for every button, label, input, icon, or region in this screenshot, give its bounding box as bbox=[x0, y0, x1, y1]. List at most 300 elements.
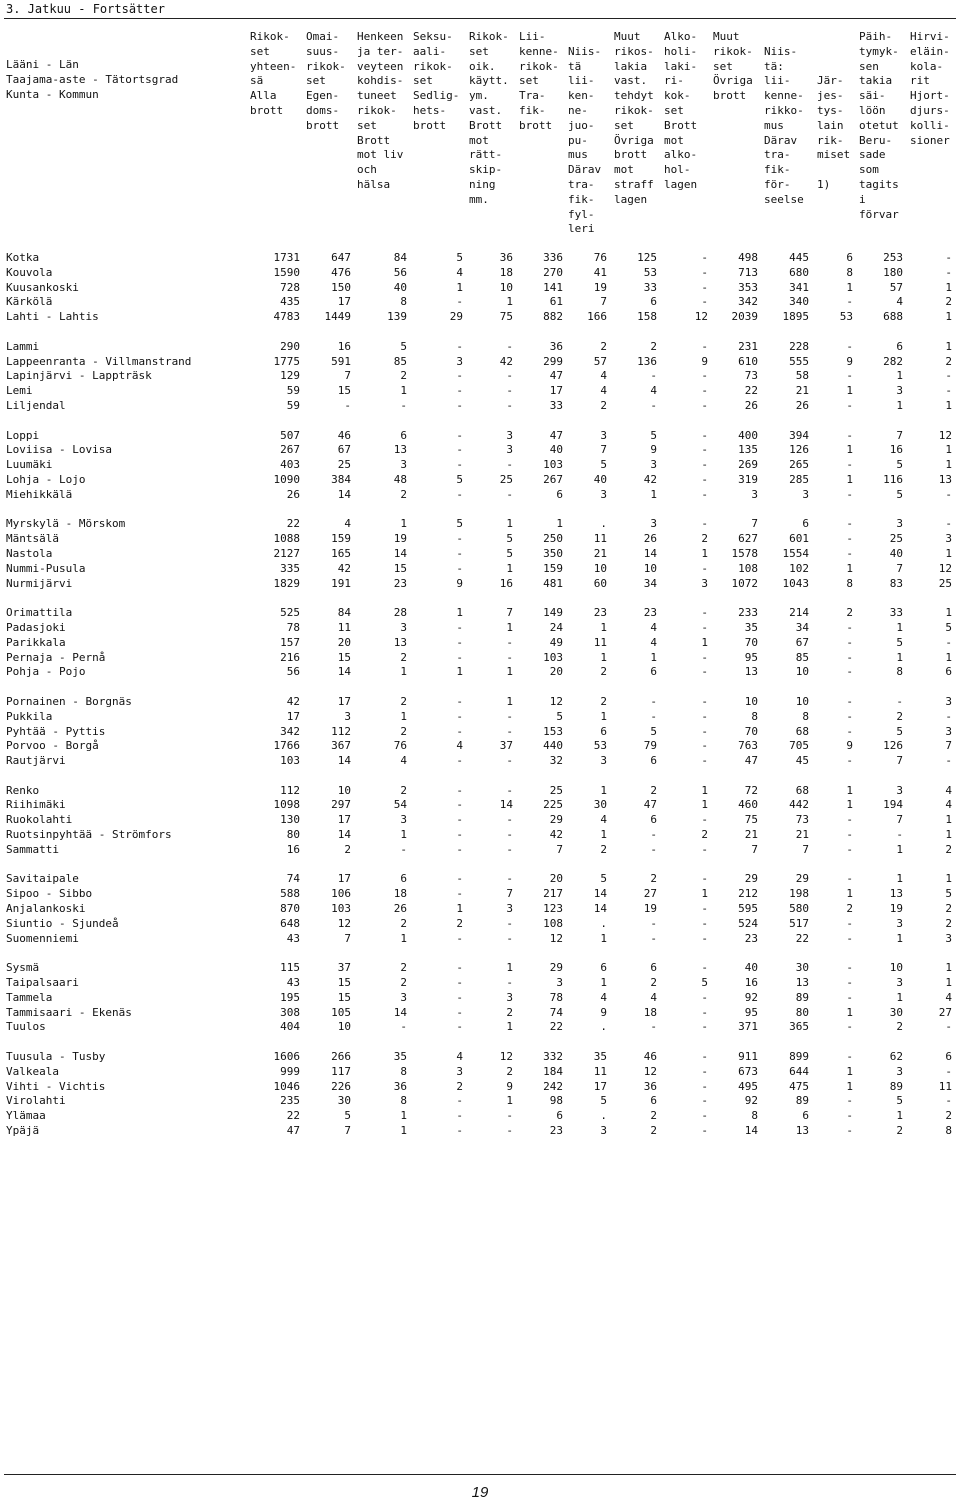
column-header-line: takia bbox=[859, 74, 893, 88]
table-cell: 1 bbox=[506, 561, 513, 575]
table-cell: 84 bbox=[337, 606, 351, 620]
column-header-line: för- bbox=[764, 177, 791, 191]
row-header-line: Taajama-aste - Tätortsgrad bbox=[6, 72, 179, 86]
table-cell: 5 bbox=[600, 458, 607, 472]
column-header-line: rik- bbox=[817, 133, 844, 147]
table-cell: 73 bbox=[795, 813, 809, 827]
table-cell: - bbox=[846, 813, 853, 827]
column-header-line: sen bbox=[859, 59, 879, 73]
column-header-line bbox=[817, 60, 850, 75]
table-cell: 1 bbox=[701, 546, 708, 560]
table-cell: 105 bbox=[331, 1005, 351, 1019]
table-cell: 14 bbox=[337, 487, 351, 501]
table-cell: 6 bbox=[802, 1109, 809, 1123]
table-cell: - bbox=[456, 976, 463, 990]
table-cell: - bbox=[506, 369, 513, 383]
table-cell: 2 bbox=[506, 1064, 513, 1078]
table-cell: - bbox=[506, 783, 513, 797]
table-cell: - bbox=[456, 635, 463, 649]
table-cell: 5 bbox=[896, 1094, 903, 1108]
table-cell: 76 bbox=[593, 251, 607, 264]
column-header-line: kohdis- bbox=[357, 74, 404, 88]
column-header-line: Rikok- bbox=[469, 30, 509, 43]
table-cell: 299 bbox=[543, 354, 563, 368]
table-cell: 8 bbox=[400, 295, 407, 309]
table-cell: - bbox=[456, 990, 463, 1004]
table-row bbox=[0, 1094, 960, 1109]
table-cell: 72 bbox=[744, 783, 758, 797]
table-cell: 394 bbox=[789, 428, 809, 442]
column-header-line: fik- bbox=[764, 163, 791, 177]
municipality-name: Lemi bbox=[6, 384, 33, 398]
table-cell: 17 bbox=[549, 384, 563, 398]
table-cell: - bbox=[701, 561, 708, 575]
table-cell: 2 bbox=[650, 339, 657, 353]
table-cell: - bbox=[945, 635, 952, 649]
table-cell: 2 bbox=[400, 724, 407, 738]
table-cell: 5 bbox=[556, 709, 563, 723]
table-cell: 5 bbox=[896, 724, 903, 738]
table-cell: 43 bbox=[286, 976, 300, 990]
table-row bbox=[0, 710, 960, 725]
column-header-line: tehdyt bbox=[614, 89, 654, 103]
column-header-line: eläin- bbox=[910, 44, 950, 58]
table-cell: 365 bbox=[789, 1020, 809, 1034]
municipality-name: Vihti - Vichtis bbox=[6, 1079, 106, 1093]
table-cell: 70 bbox=[744, 635, 758, 649]
table-cell: 54 bbox=[393, 798, 407, 812]
column-header-line: mm. bbox=[469, 192, 489, 206]
table-row bbox=[0, 917, 960, 932]
table-cell: 367 bbox=[331, 739, 351, 753]
bottom-rule bbox=[4, 1474, 956, 1475]
table-cell: 7 bbox=[556, 842, 563, 856]
table-cell: 7 bbox=[896, 561, 903, 575]
column-header-line: tys- bbox=[817, 103, 844, 117]
column-header-line: alko- bbox=[664, 148, 698, 162]
table-cell: 42 bbox=[643, 472, 657, 486]
table-cell: 5 bbox=[896, 487, 903, 501]
table-cell: 74 bbox=[286, 872, 300, 886]
table-cell: 4 bbox=[945, 783, 952, 797]
column-header-line: lii- bbox=[568, 74, 595, 88]
table-cell: 10 bbox=[499, 280, 513, 294]
table-cell: 1 bbox=[506, 1094, 513, 1108]
table-cell: 195 bbox=[280, 990, 300, 1004]
table-cell: - bbox=[701, 280, 708, 294]
column-header-line: Alla bbox=[250, 89, 277, 103]
column-header bbox=[817, 30, 850, 193]
column-header-line: veyteen bbox=[357, 59, 404, 73]
table-cell: - bbox=[506, 724, 513, 738]
table-cell: 14 bbox=[499, 798, 513, 812]
column-header-line: set bbox=[713, 59, 733, 73]
table-cell: - bbox=[701, 398, 708, 412]
table-cell: 14 bbox=[593, 902, 607, 916]
table-cell: 2 bbox=[945, 842, 952, 856]
table-cell: 4 bbox=[650, 990, 657, 1004]
table-cell: 22 bbox=[286, 517, 300, 531]
table-cell: 108 bbox=[738, 561, 758, 575]
table-cell: 7 bbox=[344, 1124, 351, 1138]
column-header-line: juo- bbox=[568, 118, 595, 132]
table-cell: 89 bbox=[889, 1079, 903, 1093]
table-cell: 4 bbox=[456, 265, 463, 279]
table-cell: 1766 bbox=[273, 739, 300, 753]
table-cell: 108 bbox=[543, 916, 563, 930]
table-cell: 1 bbox=[456, 902, 463, 916]
column-header-line: rikko- bbox=[764, 103, 804, 117]
table-cell: 4 bbox=[456, 739, 463, 753]
table-cell: - bbox=[506, 813, 513, 827]
table-cell: 21 bbox=[744, 828, 758, 842]
table-cell: 7 bbox=[896, 813, 903, 827]
column-header-line: rikok- bbox=[519, 59, 559, 73]
table-cell: - bbox=[846, 694, 853, 708]
table-cell: 580 bbox=[789, 902, 809, 916]
column-header-line bbox=[817, 30, 850, 45]
table-cell: 7 bbox=[751, 842, 758, 856]
column-header-line: Henkeen bbox=[357, 30, 404, 43]
column-header bbox=[413, 30, 459, 134]
column-header-line: säi- bbox=[859, 89, 886, 103]
table-cell: 85 bbox=[795, 650, 809, 664]
column-header-line: tuneet bbox=[357, 89, 397, 103]
column-header-line: sä bbox=[250, 74, 264, 88]
municipality-name: Pornainen - Borgnäs bbox=[6, 694, 132, 708]
table-cell: 3 bbox=[701, 576, 708, 590]
municipality-name: Suomenniemi bbox=[6, 931, 79, 945]
top-rule bbox=[4, 18, 956, 19]
table-cell: 6 bbox=[650, 813, 657, 827]
municipality-name: Ypäjä bbox=[6, 1124, 40, 1138]
table-cell: 11 bbox=[593, 532, 607, 546]
table-cell: 5 bbox=[506, 546, 513, 560]
municipality-name: Lapinjärvi - Lappträsk bbox=[6, 369, 152, 383]
table-cell: 1 bbox=[600, 976, 607, 990]
table-cell: 267 bbox=[543, 472, 563, 486]
column-header-line: Seksu- bbox=[413, 30, 453, 43]
municipality-name: Nastola bbox=[6, 546, 53, 560]
municipality-name: Porvoo - Borgå bbox=[6, 739, 99, 753]
table-cell: 1 bbox=[400, 665, 407, 679]
table-cell: - bbox=[506, 842, 513, 856]
table-cell: 14 bbox=[337, 754, 351, 768]
table-cell: 870 bbox=[280, 902, 300, 916]
table-cell: - bbox=[650, 709, 657, 723]
table-cell: 1 bbox=[600, 650, 607, 664]
column-header-line: ne- bbox=[568, 103, 588, 117]
table-cell: 5 bbox=[344, 1109, 351, 1123]
column-header bbox=[357, 30, 403, 193]
table-cell: 29 bbox=[549, 961, 563, 975]
table-cell: 1 bbox=[846, 1079, 853, 1093]
table-cell: 21 bbox=[795, 828, 809, 842]
column-header-line: rikok- bbox=[306, 59, 346, 73]
table-cell: 17 bbox=[593, 1079, 607, 1093]
table-cell: 335 bbox=[280, 561, 300, 575]
column-header-line: mus bbox=[568, 148, 588, 162]
table-cell: . bbox=[600, 916, 607, 930]
table-cell: - bbox=[945, 709, 952, 723]
table-cell: - bbox=[456, 398, 463, 412]
column-header-line: fik- bbox=[568, 192, 595, 206]
table-row bbox=[0, 739, 960, 754]
table-cell: 13 bbox=[889, 887, 903, 901]
table-cell: - bbox=[945, 1094, 952, 1108]
table-cell: 47 bbox=[744, 754, 758, 768]
table-cell: 12 bbox=[549, 931, 563, 945]
table-cell: - bbox=[701, 724, 708, 738]
table-cell: - bbox=[701, 1064, 708, 1078]
table-row bbox=[0, 562, 960, 577]
table-cell: 166 bbox=[587, 310, 607, 324]
municipality-name: Lappeenranta - Villmanstrand bbox=[6, 354, 192, 368]
table-cell: 103 bbox=[543, 458, 563, 472]
table-cell: 26 bbox=[393, 902, 407, 916]
table-cell: 83 bbox=[889, 576, 903, 590]
table-cell: - bbox=[701, 1050, 708, 1064]
table-cell: 7 bbox=[506, 887, 513, 901]
table-cell: 4 bbox=[896, 295, 903, 309]
table-row bbox=[0, 384, 960, 399]
column-header-line: Övriga bbox=[614, 133, 654, 147]
table-cell: - bbox=[701, 931, 708, 945]
table-cell: - bbox=[506, 872, 513, 886]
table-cell: 13 bbox=[795, 1124, 809, 1138]
column-header-line: yhteen- bbox=[250, 59, 297, 73]
table-cell: 517 bbox=[789, 916, 809, 930]
table-cell: 2 bbox=[600, 398, 607, 412]
table-cell: 5 bbox=[650, 724, 657, 738]
table-cell: 1 bbox=[945, 310, 952, 324]
table-cell: 1895 bbox=[782, 310, 809, 324]
table-cell: 6 bbox=[400, 428, 407, 442]
table-cell: 37 bbox=[499, 739, 513, 753]
table-cell: - bbox=[846, 665, 853, 679]
table-cell: - bbox=[650, 694, 657, 708]
table-cell: 17 bbox=[337, 813, 351, 827]
table-cell: 2 bbox=[456, 1079, 463, 1093]
column-header-line: Sedlig- bbox=[413, 89, 460, 103]
table-cell: - bbox=[506, 976, 513, 990]
table-cell: - bbox=[456, 1094, 463, 1108]
table-cell: - bbox=[701, 384, 708, 398]
column-header-line: Omai- bbox=[306, 30, 340, 43]
table-cell: 20 bbox=[337, 635, 351, 649]
table-cell: 5 bbox=[456, 517, 463, 531]
table-cell: 2 bbox=[701, 532, 708, 546]
table-cell: - bbox=[701, 990, 708, 1004]
table-row bbox=[0, 310, 960, 325]
data-table bbox=[0, 251, 960, 1139]
column-header-line: vast. bbox=[614, 74, 648, 88]
municipality-name: Siuntio - Sjundeå bbox=[6, 916, 119, 930]
table-cell: 58 bbox=[795, 369, 809, 383]
column-header-line: Päih- bbox=[859, 30, 893, 43]
table-cell: 1 bbox=[701, 783, 708, 797]
table-cell: 2 bbox=[600, 842, 607, 856]
table-row bbox=[0, 621, 960, 636]
municipality-name: Liljendal bbox=[6, 398, 66, 412]
municipality-name: Ruokolahti bbox=[6, 813, 73, 827]
table-cell: 23 bbox=[593, 606, 607, 620]
municipality-name: Kotka bbox=[6, 251, 40, 264]
table-cell: 6 bbox=[650, 665, 657, 679]
municipality-name: Kärkölä bbox=[6, 295, 53, 309]
table-cell: 2 bbox=[701, 828, 708, 842]
table-cell: 30 bbox=[593, 798, 607, 812]
table-cell: 2 bbox=[846, 606, 853, 620]
table-cell: - bbox=[456, 546, 463, 560]
table-cell: 157 bbox=[280, 635, 300, 649]
table-cell: 1 bbox=[701, 798, 708, 812]
column-header-line: rikok- bbox=[713, 44, 753, 58]
column-header-line: Tra- bbox=[519, 89, 546, 103]
table-row bbox=[0, 843, 960, 858]
table-cell: 2 bbox=[400, 369, 407, 383]
table-cell: 3 bbox=[802, 487, 809, 501]
table-row bbox=[0, 784, 960, 799]
table-cell: 33 bbox=[549, 398, 563, 412]
table-cell: 1 bbox=[945, 443, 952, 457]
table-cell: 1829 bbox=[273, 576, 300, 590]
table-cell: 7 bbox=[896, 428, 903, 442]
table-cell: 1 bbox=[945, 398, 952, 412]
column-header bbox=[614, 30, 654, 208]
table-cell: 15 bbox=[393, 561, 407, 575]
table-cell: 16 bbox=[499, 576, 513, 590]
table-cell: 13 bbox=[393, 443, 407, 457]
table-cell: 647 bbox=[331, 251, 351, 264]
column-header-line: Niis- bbox=[764, 44, 798, 58]
table-cell: - bbox=[945, 754, 952, 768]
table-cell: 30 bbox=[337, 1094, 351, 1108]
table-cell: 2 bbox=[945, 902, 952, 916]
table-cell: 4 bbox=[400, 754, 407, 768]
table-cell: 435 bbox=[280, 295, 300, 309]
table-cell: 3 bbox=[456, 1064, 463, 1078]
table-cell: 45 bbox=[795, 754, 809, 768]
table-cell: 1 bbox=[945, 606, 952, 620]
municipality-name: Parikkala bbox=[6, 635, 66, 649]
municipality-name: Orimattila bbox=[6, 606, 73, 620]
column-header-line: kolli- bbox=[910, 118, 950, 132]
table-cell: 7 bbox=[802, 842, 809, 856]
table-cell: 1 bbox=[400, 709, 407, 723]
table-cell: - bbox=[650, 398, 657, 412]
group-spacer bbox=[0, 946, 960, 961]
table-cell: 60 bbox=[593, 576, 607, 590]
table-cell: 217 bbox=[543, 887, 563, 901]
table-cell: 713 bbox=[738, 265, 758, 279]
table-cell: 8 bbox=[945, 1124, 952, 1138]
table-cell: 2 bbox=[650, 976, 657, 990]
table-cell: 7 bbox=[945, 739, 952, 753]
table-cell: 1046 bbox=[273, 1079, 300, 1093]
table-cell: 226 bbox=[331, 1079, 351, 1093]
table-cell: 5 bbox=[456, 472, 463, 486]
table-cell: 507 bbox=[280, 428, 300, 442]
table-cell: 13 bbox=[795, 976, 809, 990]
table-cell: 59 bbox=[286, 398, 300, 412]
table-cell: - bbox=[701, 709, 708, 723]
table-cell: 2 bbox=[600, 339, 607, 353]
table-cell: 84 bbox=[393, 251, 407, 264]
column-header-line: rikok- bbox=[614, 103, 654, 117]
table-cell: 1 bbox=[506, 694, 513, 708]
table-cell: 10 bbox=[337, 1020, 351, 1034]
table-cell: 1 bbox=[400, 931, 407, 945]
table-cell: 14 bbox=[744, 1124, 758, 1138]
column-header-line: Rikok- bbox=[250, 30, 290, 43]
municipality-name: Virolahti bbox=[6, 1094, 66, 1108]
table-cell: 1 bbox=[600, 828, 607, 842]
table-cell: 2127 bbox=[273, 546, 300, 560]
table-cell: - bbox=[456, 798, 463, 812]
table-cell: 371 bbox=[738, 1020, 758, 1034]
table-cell: 1 bbox=[945, 546, 952, 560]
table-cell: . bbox=[600, 1020, 607, 1034]
table-cell: 34 bbox=[795, 620, 809, 634]
table-cell: 4 bbox=[650, 635, 657, 649]
table-cell: 3 bbox=[400, 620, 407, 634]
table-cell: 103 bbox=[543, 650, 563, 664]
table-cell: 40 bbox=[593, 472, 607, 486]
column-header-line: käytt. bbox=[469, 74, 509, 88]
column-header-line: jes- bbox=[817, 89, 844, 103]
table-cell: 159 bbox=[543, 561, 563, 575]
table-cell: 1 bbox=[945, 961, 952, 975]
table-row bbox=[0, 991, 960, 1006]
table-cell: 12 bbox=[549, 694, 563, 708]
table-cell: - bbox=[701, 265, 708, 279]
municipality-name: Padasjoki bbox=[6, 620, 66, 634]
table-cell: 3 bbox=[600, 1124, 607, 1138]
table-cell: 8 bbox=[751, 1109, 758, 1123]
table-cell: 1 bbox=[506, 1020, 513, 1034]
table-row bbox=[0, 725, 960, 740]
table-cell: 27 bbox=[643, 887, 657, 901]
table-cell: 15 bbox=[337, 990, 351, 1004]
column-header-line: ja ter- bbox=[357, 44, 404, 58]
table-cell: 1 bbox=[456, 280, 463, 294]
table-row bbox=[0, 547, 960, 562]
table-cell: 7 bbox=[600, 443, 607, 457]
table-cell: - bbox=[945, 1020, 952, 1034]
table-cell: 92 bbox=[744, 990, 758, 1004]
table-cell: 47 bbox=[643, 798, 657, 812]
table-cell: 212 bbox=[738, 887, 758, 901]
table-cell: 1 bbox=[506, 517, 513, 531]
table-cell: 7 bbox=[600, 295, 607, 309]
table-cell: 47 bbox=[286, 1124, 300, 1138]
column-header-line bbox=[817, 45, 850, 60]
table-cell: 34 bbox=[643, 576, 657, 590]
table-cell: 68 bbox=[795, 783, 809, 797]
table-cell: - bbox=[506, 384, 513, 398]
table-cell: 53 bbox=[593, 739, 607, 753]
table-cell: 1 bbox=[600, 931, 607, 945]
table-cell: 13 bbox=[744, 665, 758, 679]
table-cell: 41 bbox=[593, 265, 607, 279]
table-cell: - bbox=[456, 709, 463, 723]
table-cell: - bbox=[846, 428, 853, 442]
column-header-line: lii- bbox=[764, 74, 791, 88]
column-header-line bbox=[817, 163, 850, 178]
table-cell: 4 bbox=[600, 813, 607, 827]
table-cell: 16 bbox=[337, 339, 351, 353]
